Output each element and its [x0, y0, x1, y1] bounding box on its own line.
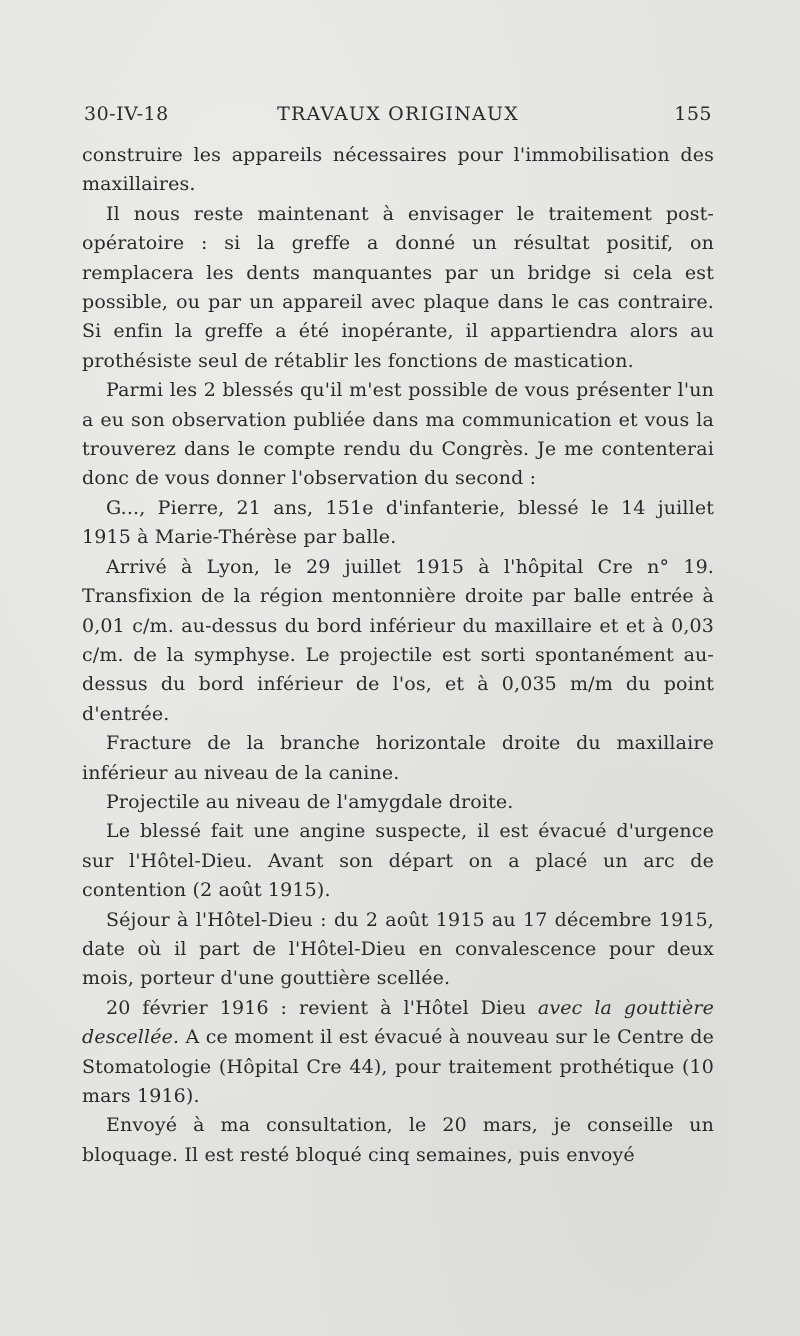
paragraph-continuation: construire les appareils nécessaires pour l'immobilisation des maxillaires. — [82, 144, 714, 196]
paragraph-postoperative-treatment: Il nous reste maintenant à envisager le traitement post-opératoire : si la greffe a donné un résultat positif, on remplacera les dents manquantes par un bridge si cela est possible, ou par un appareil avec plaque dans le cas contraire. Si enfin la greffe a été inopérante, il appartiendra alors au prothésiste seul de rétablir les fonctions de mastication. — [82, 202, 714, 372]
body-text — [82, 141, 714, 1170]
paragraph-february-return — [82, 994, 714, 1112]
paragraph-february-italic: avec la gouttière descellée. — [82, 996, 714, 1049]
paragraph-february-text-after: A ce moment il est évacué à nouveau sur le Centre de Stomatologie (Hôpital Cre 44), pour traitement prothétique (10 mars 1916). — [82, 1026, 714, 1107]
paragraph-fracture: Fracture de la branche horizontale droite du maxillaire inférieur au niveau de la canine. — [82, 732, 714, 784]
running-header — [84, 103, 712, 131]
paragraph-two-wounded: Parmi les 2 blessés qu'il m'est possible de vous présenter l'un a eu son observation publiée dans ma communication et vous la trouverez dans le compte rendu du Congrès. Je me contenterai donc de vous donner l'observation du second : — [82, 379, 714, 490]
header-title: TRAVAUX ORIGINAUX — [277, 103, 519, 125]
paragraph-projectile: Projectile au niveau de l'amygdale droite. — [106, 790, 514, 813]
page-number: 155 — [674, 103, 712, 125]
paragraph-arrival-lyon: Arrivé à Lyon, le 29 juillet 1915 à l'hôpital Cre n° 19. Transfixion de la région mentonnière droite par balle entrée à 0,01 c/m. au-dessus du bord inférieur du maxillaire et et à 0,03 c/m. de la symphyse. Le projectile est sorti spontanément au-dessus du bord inférieur de l'os, et à 0,035 m/m du point d'entrée. — [82, 555, 714, 725]
paragraph-stay-hotel-dieu: Séjour à l'Hôtel-Dieu : du 2 août 1915 au 17 décembre 1915, date où il part de l'Hôtel-Dieu en convalescence pour deux mois, porteur d'une gouttière scellée. — [82, 908, 714, 990]
paragraph-february-text-before: 20 février 1916 : revient à l'Hôtel Dieu — [106, 996, 538, 1019]
paragraph-patient-identity: G..., Pierre, 21 ans, 151e d'infanterie, blessé le 14 juillet 1915 à Marie-Thérèse par balle. — [82, 496, 714, 549]
paragraph-consultation: Envoyé à ma consultation, le 20 mars, je conseille un bloquage. Il est resté bloqué cinq semaines, puis envoyé — [82, 1114, 714, 1166]
header-date: 30-IV-18 — [84, 103, 169, 125]
paragraph-angina: Le blessé fait une angine suspecte, il est évacué d'urgence sur l'Hôtel-Dieu. Avant son départ on a placé un arc de contention (2 août 1915). — [82, 820, 714, 902]
